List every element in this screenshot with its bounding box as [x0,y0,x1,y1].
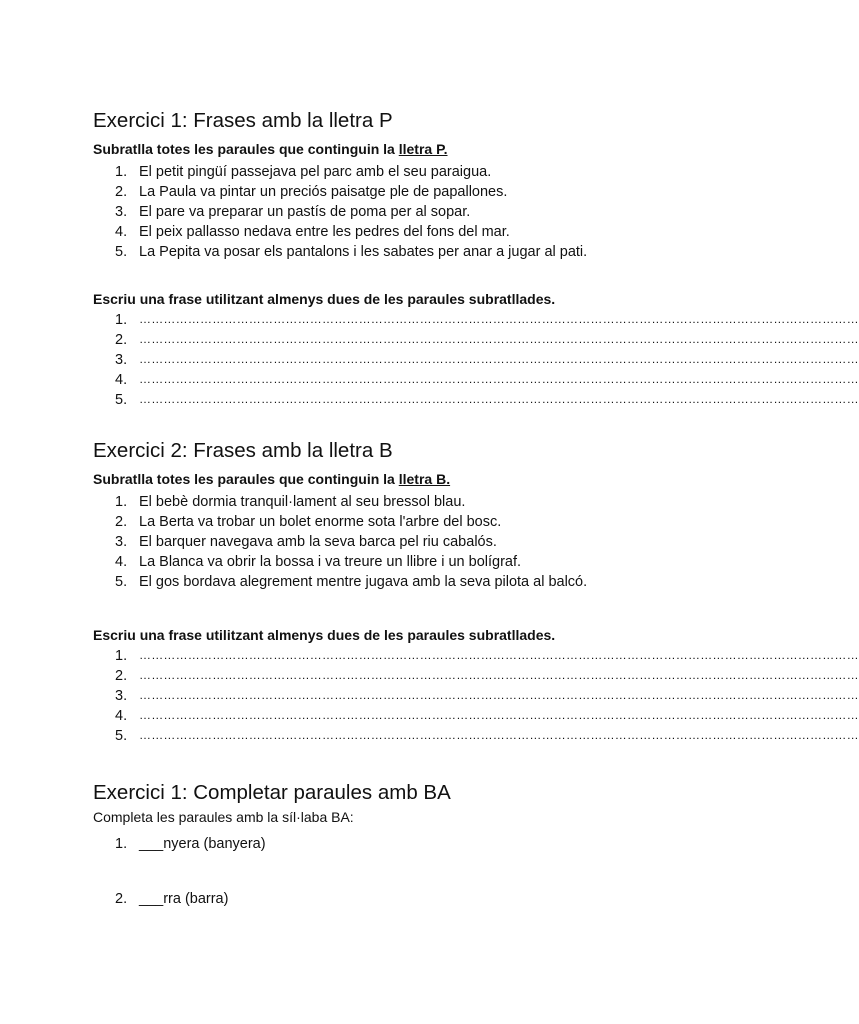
list-item [93,242,653,262]
list-item [93,202,653,222]
list-item [93,162,653,182]
list-number: 2. [115,668,128,684]
list-number: 4. [115,224,128,240]
worksheet-page [93,108,859,909]
writing-line[interactable] [93,726,859,746]
exercise-3-instruction: Completa les paraules amb la síl·laba BA: [93,809,354,825]
dotted-line[interactable]: …………………………………………………………………………………………………………………………………………………………… [139,668,859,682]
sentence-text: El gos bordava alegrement mentre jugava amb la seva pilota al balcó. [139,574,588,590]
list-number: 4. [115,708,128,724]
sentence-text: El barquer navegava amb la seva barca pel riu cabalós. [139,534,497,550]
writing-line[interactable] [93,666,859,686]
exercise-1-instruction-underlined: lletra P. [398,141,448,157]
exercise-1-sentence-list [93,162,653,262]
list-item [93,834,653,854]
dotted-line[interactable]: …………………………………………………………………………………………………………………………………………………………… [139,728,859,742]
list-number: 2. [115,891,128,907]
list-number: 1. [115,164,128,180]
list-number: 1. [115,312,128,328]
writing-line[interactable] [93,330,859,350]
list-number: 1. [115,648,128,664]
list-number: 5. [115,392,128,408]
writing-line[interactable] [93,310,859,330]
sentence-text: El peix pallasso nedava entre les pedres del fons del mar. [139,224,510,240]
list-number: 1. [115,494,128,510]
sentence-text: El petit pingüí passejava pel parc amb el seu paraigua. [139,164,492,180]
sentence-text: El pare va preparar un pastís de poma per al sopar. [139,204,471,220]
exercise-1-writing-lines [93,310,859,410]
list-item [93,889,653,909]
list-number: 5. [115,244,128,260]
exercise-2-instruction-underlined: lletra B. [398,471,451,487]
sentence-text: El bebè dormia tranquil·lament al seu bressol blau. [139,494,466,510]
sentence-text: La Blanca va obrir la bossa i va treure un llibre i un bolígraf. [139,554,522,570]
list-number: 3. [115,688,128,704]
writing-line[interactable] [93,350,859,370]
dotted-line[interactable]: …………………………………………………………………………………………………………………………………………………………… [139,708,859,722]
exercise-1-write-instruction: Escriu una frase utilitzant almenys dues de les paraules subratllades. [93,291,556,307]
list-number: 1. [115,836,128,852]
dotted-line[interactable]: …………………………………………………………………………………………………………………………………………………………… [139,372,859,386]
list-number: 4. [115,372,128,388]
exercise-2-title: Exercici 2: Frases amb la lletra B [93,439,393,462]
list-item [93,572,653,592]
sentence-text: La Pepita va posar els pantalons i les sabates per anar a jugar al pati. [139,244,588,260]
sentence-text: La Berta va trobar un bolet enorme sota l'arbre del bosc. [139,514,502,530]
exercise-3-title: Exercici 1: Completar paraules amb BA [93,781,451,804]
exercise-3-word-list [93,834,653,909]
list-number: 5. [115,728,128,744]
word-completion-text: ___rra (barra) [139,891,229,907]
writing-line[interactable] [93,686,859,706]
list-item [93,512,653,532]
dotted-line[interactable]: …………………………………………………………………………………………………………………………………………………………… [139,648,859,662]
writing-line[interactable] [93,706,859,726]
list-number: 3. [115,534,128,550]
list-number: 3. [115,204,128,220]
sentence-text: La Paula va pintar un preciós paisatge ple de papallones. [139,184,508,200]
writing-line[interactable] [93,370,859,390]
list-number: 5. [115,574,128,590]
dotted-line[interactable]: …………………………………………………………………………………………………………………………………………………………… [139,688,859,702]
exercise-2-writing-lines [93,646,859,746]
list-item [93,532,653,552]
list-number: 2. [115,184,128,200]
list-number: 2. [115,332,128,348]
word-completion-text: ___nyera (banyera) [139,836,266,852]
writing-line[interactable] [93,390,859,410]
exercise-1-title: Exercici 1: Frases amb la lletra P [93,109,393,132]
list-item [93,222,653,242]
exercise-2-write-instruction: Escriu una frase utilitzant almenys dues de les paraules subratllades. [93,627,556,643]
list-number: 4. [115,554,128,570]
exercise-1-instruction [93,140,653,158]
exercise-2-instruction-text: Subratlla totes les paraules que continguin la [93,471,399,487]
exercise-1-instruction-text: Subratlla totes les paraules que continguin la [93,141,399,157]
list-number: 3. [115,352,128,368]
exercise-2-sentence-list [93,492,653,592]
list-item [93,552,653,572]
list-item [93,182,653,202]
writing-line[interactable] [93,646,859,666]
dotted-line[interactable]: …………………………………………………………………………………………………………………………………………………………… [139,392,859,406]
list-number: 2. [115,514,128,530]
dotted-line[interactable]: …………………………………………………………………………………………………………………………………………………………… [139,312,859,326]
dotted-line[interactable]: …………………………………………………………………………………………………………………………………………………………… [139,332,859,346]
dotted-line[interactable]: …………………………………………………………………………………………………………………………………………………………… [139,352,859,366]
exercise-2-instruction [93,470,653,488]
list-item [93,492,653,512]
